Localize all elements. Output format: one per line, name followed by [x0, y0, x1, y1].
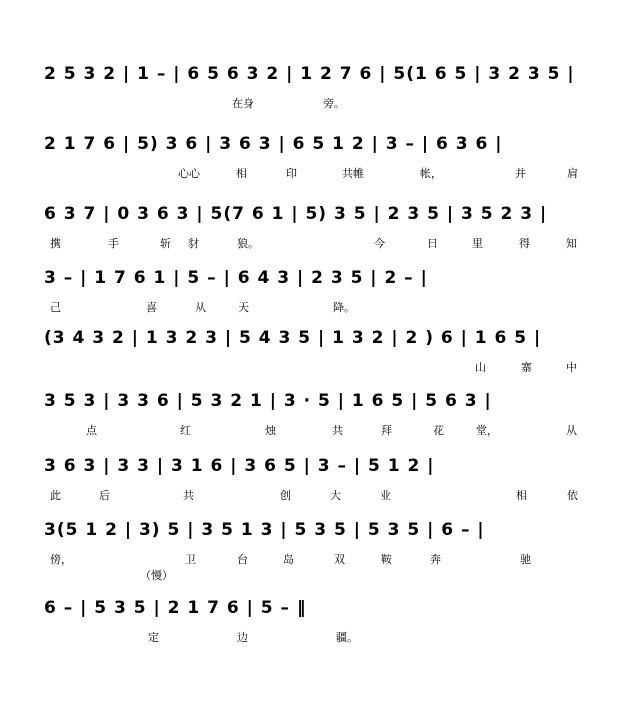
notation-line: 2 5 3 2 | 1 – | 6 5 6 3 2 | 1 2 7 6 | 5(1 6 5 | 3 2 3 5 | [44, 64, 575, 84]
lyric-syllable: 今 [374, 237, 385, 250]
lyric-syllable: 帐， [420, 167, 442, 180]
lyric-syllable: 共帷 [342, 167, 364, 180]
notation-line: (3 4 3 2 | 1 3 2 3 | 5 4 3 5 | 1 3 2 | 2 ) 6 | 1 6 5 | [44, 328, 542, 348]
lyric-syllable: 手 [108, 237, 119, 250]
lyric-syllable: 印 [286, 167, 297, 180]
lyric-syllable: 旁。 [323, 97, 345, 110]
lyric-syllable: 心心 [178, 167, 200, 180]
lyric-syllable: 红 [180, 424, 191, 437]
lyric-syllable: 双 [334, 553, 345, 566]
lyric-syllable: 创 [280, 489, 291, 502]
lyric-syllable: 傍， [50, 553, 72, 566]
lyric-syllable: 中 [566, 361, 577, 374]
lyric-syllable: 疆。 [336, 631, 358, 644]
lyric-syllable: 共 [332, 424, 343, 437]
notation-line: 6 3 7 | 0 3 6 3 | 5(7 6 1 | 5) 3 5 | 2 3 5 | 3 5 2 3 | [44, 204, 548, 224]
lyric-syllable: 拜 [381, 424, 392, 437]
lyric-syllable: 寨 [521, 361, 532, 374]
lyric-syllable: 并 [515, 167, 526, 180]
lyric-syllable: 肩 [567, 167, 578, 180]
lyric-syllable: 共 [183, 489, 194, 502]
lyric-syllable: 大 [330, 489, 341, 502]
lyric-syllable: 天 [238, 301, 249, 314]
lyric-syllable: 鞍 [381, 553, 392, 566]
notation-line: 3 – | 1 7 6 1 | 5 – | 6 4 3 | 2 3 5 | 2 – | [44, 268, 428, 288]
lyric-syllable: 斩 [160, 237, 171, 250]
lyric-syllable: 相 [236, 167, 247, 180]
lyric-syllable: 在身 [232, 97, 254, 110]
notation-line: 6 – | 5 3 5 | 2 1 7 6 | 5 – ‖ [44, 598, 307, 618]
lyric-syllable: 知 [566, 237, 577, 250]
notation-line: 3(5 1 2 | 3) 5 | 3 5 1 3 | 5 3 5 | 5 3 5 | 6 – | [44, 520, 485, 540]
lyric-syllable: 此 [50, 489, 61, 502]
notation-line: 2 1 7 6 | 5) 3 6 | 3 6 3 | 6 5 1 2 | 3 – | 6 3 6 | [44, 134, 503, 154]
lyric-syllable: 携 [50, 237, 61, 250]
lyric-syllable: 烛 [265, 424, 276, 437]
lyric-syllable: 豺 [188, 237, 199, 250]
lyric-syllable: 相 [516, 489, 527, 502]
lyric-syllable: 定 [148, 631, 159, 644]
lyric-syllable: 奔 [430, 553, 441, 566]
lyric-syllable: 花 [433, 424, 444, 437]
lyric-syllable: 堂， [476, 424, 498, 437]
notation-line: 3 6 3 | 3 3 | 3 1 6 | 3 6 5 | 3 – | 5 1 2 | [44, 456, 435, 476]
notation-line: 3 5 3 | 3 3 6 | 5 3 2 1 | 3 · 5 | 1 6 5 | 5 6 3 | [44, 391, 492, 411]
lyric-syllable: 狼。 [237, 237, 259, 250]
lyric-syllable: 依 [567, 489, 578, 502]
lyric-syllable: 岛 [283, 553, 294, 566]
lyric-syllable: 从 [566, 424, 577, 437]
lyric-syllable: 降。 [333, 301, 355, 314]
lyric-syllable: 驰 [520, 553, 531, 566]
lyric-syllable: 喜 [146, 301, 157, 314]
lyric-syllable: 边 [237, 631, 248, 644]
lyric-syllable: 得 [519, 237, 530, 250]
tempo-mark: （慢） [140, 569, 173, 582]
lyric-syllable: 己 [50, 301, 61, 314]
lyric-syllable: 里 [472, 237, 483, 250]
lyric-syllable: 山 [475, 361, 486, 374]
lyric-syllable: 台 [237, 553, 248, 566]
lyric-syllable: 后 [99, 489, 110, 502]
lyric-syllable: 日 [427, 237, 438, 250]
lyric-syllable: 点 [86, 424, 97, 437]
lyric-syllable: 卫 [185, 553, 196, 566]
lyric-syllable: 从 [195, 301, 206, 314]
lyric-syllable: 业 [380, 489, 391, 502]
